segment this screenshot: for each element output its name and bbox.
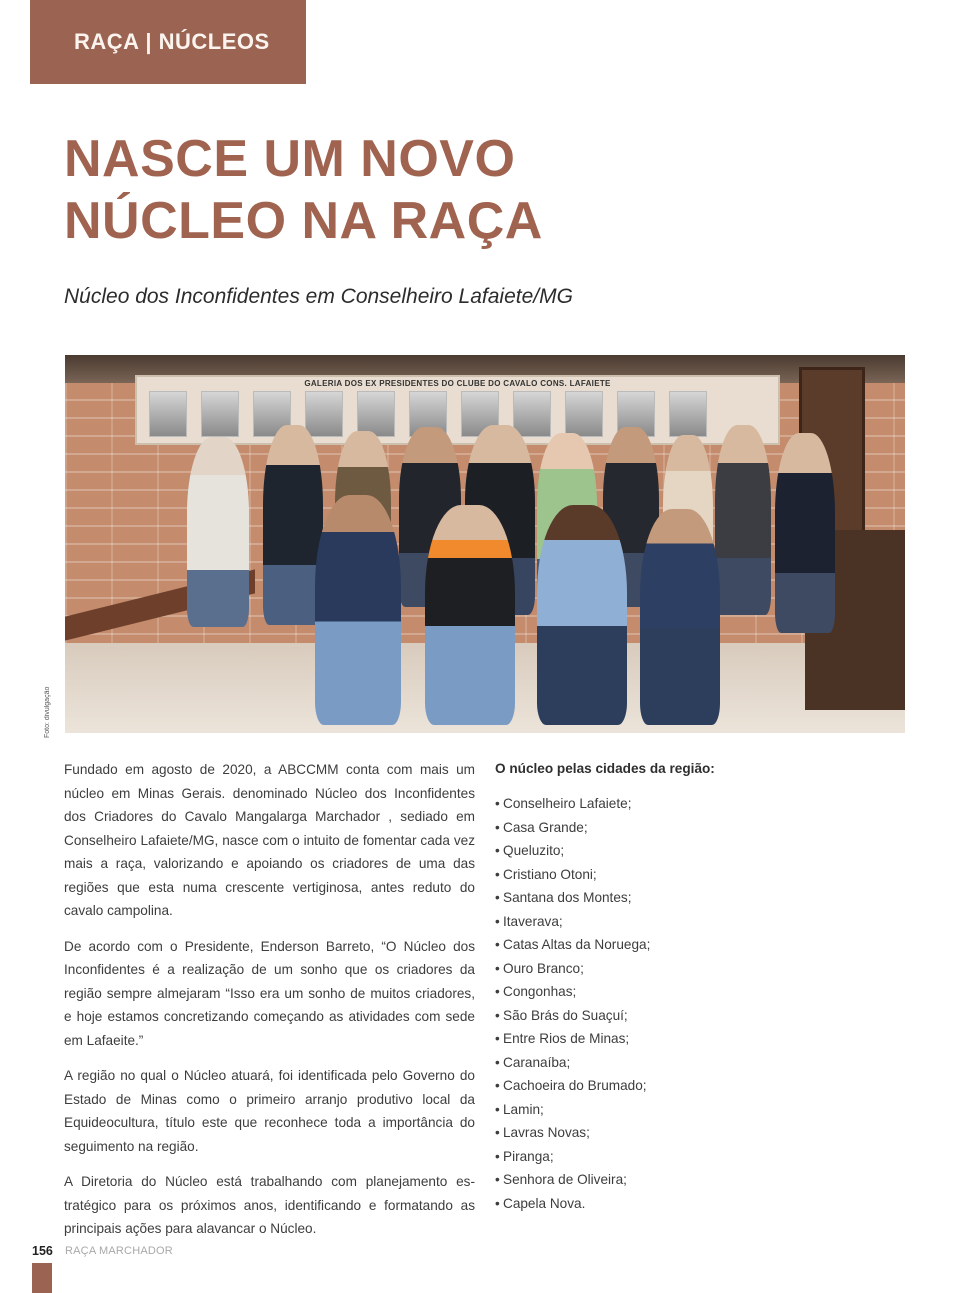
bullet-icon: • bbox=[495, 1007, 500, 1023]
group-photo bbox=[65, 355, 905, 733]
bullet-icon: • bbox=[495, 1125, 500, 1140]
cities-title: O núcleo pelas cidades da região: bbox=[495, 761, 715, 776]
portrait-image bbox=[149, 391, 187, 437]
list-item: • Caranaíba; bbox=[495, 1051, 775, 1075]
list-item: • Ouro Branco; bbox=[495, 957, 775, 981]
bullet-icon: • bbox=[495, 1031, 500, 1046]
paragraph: A Diretoria do Núcleo está trabalhando com planejamento estratégico para os próximos anos, identificando e formatando as principais ações para alavancar o Núcleo. bbox=[64, 1174, 475, 1236]
bullet-icon: • bbox=[495, 796, 500, 811]
cities-list bbox=[495, 792, 775, 1215]
photo-credit: Foto: divulgação bbox=[44, 686, 51, 738]
list-item: • Capela Nova. bbox=[495, 1192, 775, 1216]
list-item: • Cachoeira do Brumado; bbox=[495, 1074, 775, 1098]
cities-sidebar bbox=[495, 758, 775, 1215]
bullet-icon: • bbox=[495, 1195, 500, 1211]
person-figure bbox=[263, 425, 323, 625]
bullet-icon: • bbox=[495, 1172, 500, 1187]
article-body bbox=[64, 758, 475, 1253]
bullet-icon: • bbox=[495, 1054, 500, 1070]
list-item: • São Brás do Suaçuí; bbox=[495, 1004, 775, 1028]
section-tab bbox=[30, 0, 306, 84]
person-figure bbox=[187, 437, 249, 627]
paragraph: De acordo com o Presidente, Enderson Barreto, “O Núcleo dos Inconfidentes é a realização de um sonho que os criadores da região sempre almejaram “Isso era um sonho de muitos criadores, e hoje estamos concretizando começando as atividades com sede em Lafaeite.” bbox=[64, 938, 475, 1048]
bullet-icon: • bbox=[495, 937, 500, 952]
paragraph: A região no qual o Núcleo atuará, foi identificada pelo Governo do Estado de Minas como o primeiro arranjo produtivo local da Equideocultura, título este que reconhece toda a importância do seguimento na região. bbox=[64, 1068, 475, 1154]
magazine-name: RAÇA MARCHADOR bbox=[65, 1245, 173, 1257]
person-figure bbox=[640, 509, 720, 725]
bullet-icon: • bbox=[495, 913, 500, 929]
headline-line-2: NÚCLEO NA RAÇA bbox=[64, 192, 543, 250]
list-item: • Congonhas; bbox=[495, 980, 775, 1004]
person-figure bbox=[537, 505, 627, 725]
paragraph: Fundado em agosto de 2020, a ABCCMM conta com mais um núcleo em Minas Gerais. denominado Núcleo dos Inconfidentes dos Criadores do Cavalo Mangalarga Marchador , sediado em Conselheiro Lafaiete/MG, nasce com o intuito de fomentar cada vez mais a raça, valorizando e apoiando os criadores de uma das regiões que esta numa crescente vertiginosa, antes reduto do cavalo campolina. bbox=[64, 762, 475, 918]
list-item: • Cristiano Otoni; bbox=[495, 863, 775, 887]
gallery-sign: GALERIA DOS EX PRESIDENTES DO CLUBE DO CAVALO CONS. LAFAIETE bbox=[304, 379, 611, 388]
bullet-icon: • bbox=[495, 866, 500, 882]
section-label: RAÇA | NÚCLEOS bbox=[74, 29, 270, 54]
list-item: • Santana dos Montes; bbox=[495, 886, 775, 910]
bullet-icon: • bbox=[495, 890, 500, 905]
bullet-icon: • bbox=[495, 819, 500, 835]
person-figure bbox=[715, 425, 771, 615]
list-item: • Queluzito; bbox=[495, 839, 775, 863]
list-item: • Casa Grande; bbox=[495, 816, 775, 840]
person-figure bbox=[425, 505, 515, 725]
subtitle: Núcleo dos Inconfidentes em Conselheiro Lafaiete/MG bbox=[64, 285, 573, 308]
list-item: • Entre Rios de Minas; bbox=[495, 1027, 775, 1051]
bullet-icon: • bbox=[495, 1148, 500, 1164]
headline bbox=[64, 128, 764, 252]
bullet-icon: • bbox=[495, 984, 500, 999]
list-item: • Catas Altas da Noruega; bbox=[495, 933, 775, 957]
headline-line-1: NASCE UM NOVO bbox=[64, 130, 516, 188]
bullet-icon: • bbox=[495, 960, 500, 976]
bullet-icon: • bbox=[495, 1078, 500, 1093]
list-item: • Lavras Novas; bbox=[495, 1121, 775, 1145]
bullet-icon: • bbox=[495, 843, 500, 858]
list-item: • Senhora de Oliveira; bbox=[495, 1168, 775, 1192]
person-figure bbox=[775, 433, 835, 633]
page-number: 156 bbox=[32, 1244, 53, 1258]
bullet-icon: • bbox=[495, 1101, 500, 1117]
footer-accent-bar bbox=[32, 1263, 52, 1293]
photo-people-group bbox=[185, 425, 835, 725]
list-item: • Piranga; bbox=[495, 1145, 775, 1169]
list-item: • Lamin; bbox=[495, 1098, 775, 1122]
person-figure bbox=[315, 495, 401, 725]
list-item: • Conselheiro Lafaiete; bbox=[495, 792, 775, 816]
list-item: • Itaverava; bbox=[495, 910, 775, 934]
